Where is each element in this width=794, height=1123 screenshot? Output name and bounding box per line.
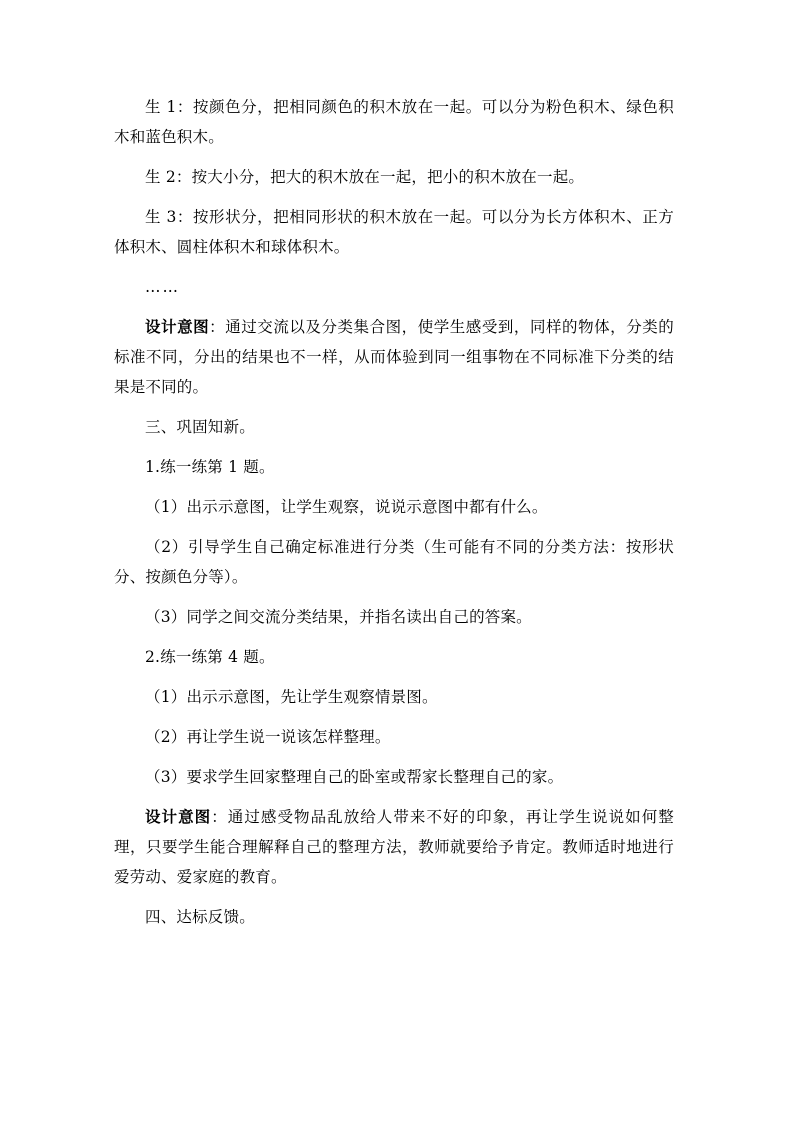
design-intent-text: ：通过感受物品乱放给人带来不好的印象，再让学生说说如何整理，只要学生能合理解释自己的整理方法，教师就要给予肯定。教师适时地进行爱劳动、爱家庭的教育。 — [114, 808, 674, 886]
design-intent-label: 设计意图 — [145, 807, 212, 826]
paragraph-student-2: 生 2：按大小分，把大的积木放在一起，把小的积木放在一起。 — [145, 168, 585, 186]
paragraph-ellipsis: …… — [145, 278, 180, 296]
design-intent-text: ：通过交流以及分类集合图，使学生感受到，同样的物体，分类的标准不同，分出的结果也不一样，从而体验到同一组事物在不同标准下分类的结果是不同的。 — [114, 318, 674, 396]
paragraph-design-intent-1 — [114, 312, 674, 402]
paragraph-design-intent-2 — [114, 802, 674, 892]
paragraph-student-1: 生 1：按颜色分，把相同颜色的积木放在一起。可以分为粉色积木、绿色积木和蓝色积木。 — [114, 98, 674, 146]
design-intent-label: 设计意图 — [145, 317, 210, 336]
section-heading-feedback: 四、达标反馈。 — [145, 908, 255, 926]
exercise-4-step-1: （1）出示示意图，先让学生观察情景图。 — [145, 688, 438, 706]
exercise-4-step-3: （3）要求学生回家整理自己的卧室或帮家长整理自己的家。 — [145, 768, 564, 786]
section-heading-consolidate: 三、巩固知新。 — [145, 418, 255, 436]
exercise-heading-4: 2.练一练第 4 题。 — [145, 648, 275, 666]
document-body — [114, 92, 674, 932]
exercise-1-step-3: （3）同学之间交流分类结果，并指名读出自己的答案。 — [145, 608, 532, 626]
exercise-1-step-2: （2）引导学生自己确定标准进行分类（生可能有不同的分类方法：按形状分、按颜色分等）。 — [114, 538, 674, 586]
paragraph-student-3: 生 3：按形状分，把相同形状的积木放在一起。可以分为长方体积木、正方体积木、圆柱体积木和球体积木。 — [114, 208, 674, 256]
exercise-1-step-1: （1）出示示意图，让学生观察，说说示意图中都有什么。 — [145, 498, 548, 516]
exercise-heading-1: 1.练一练第 1 题。 — [145, 458, 275, 476]
exercise-4-step-2: （2）再让学生说一说该怎样整理。 — [145, 728, 391, 746]
